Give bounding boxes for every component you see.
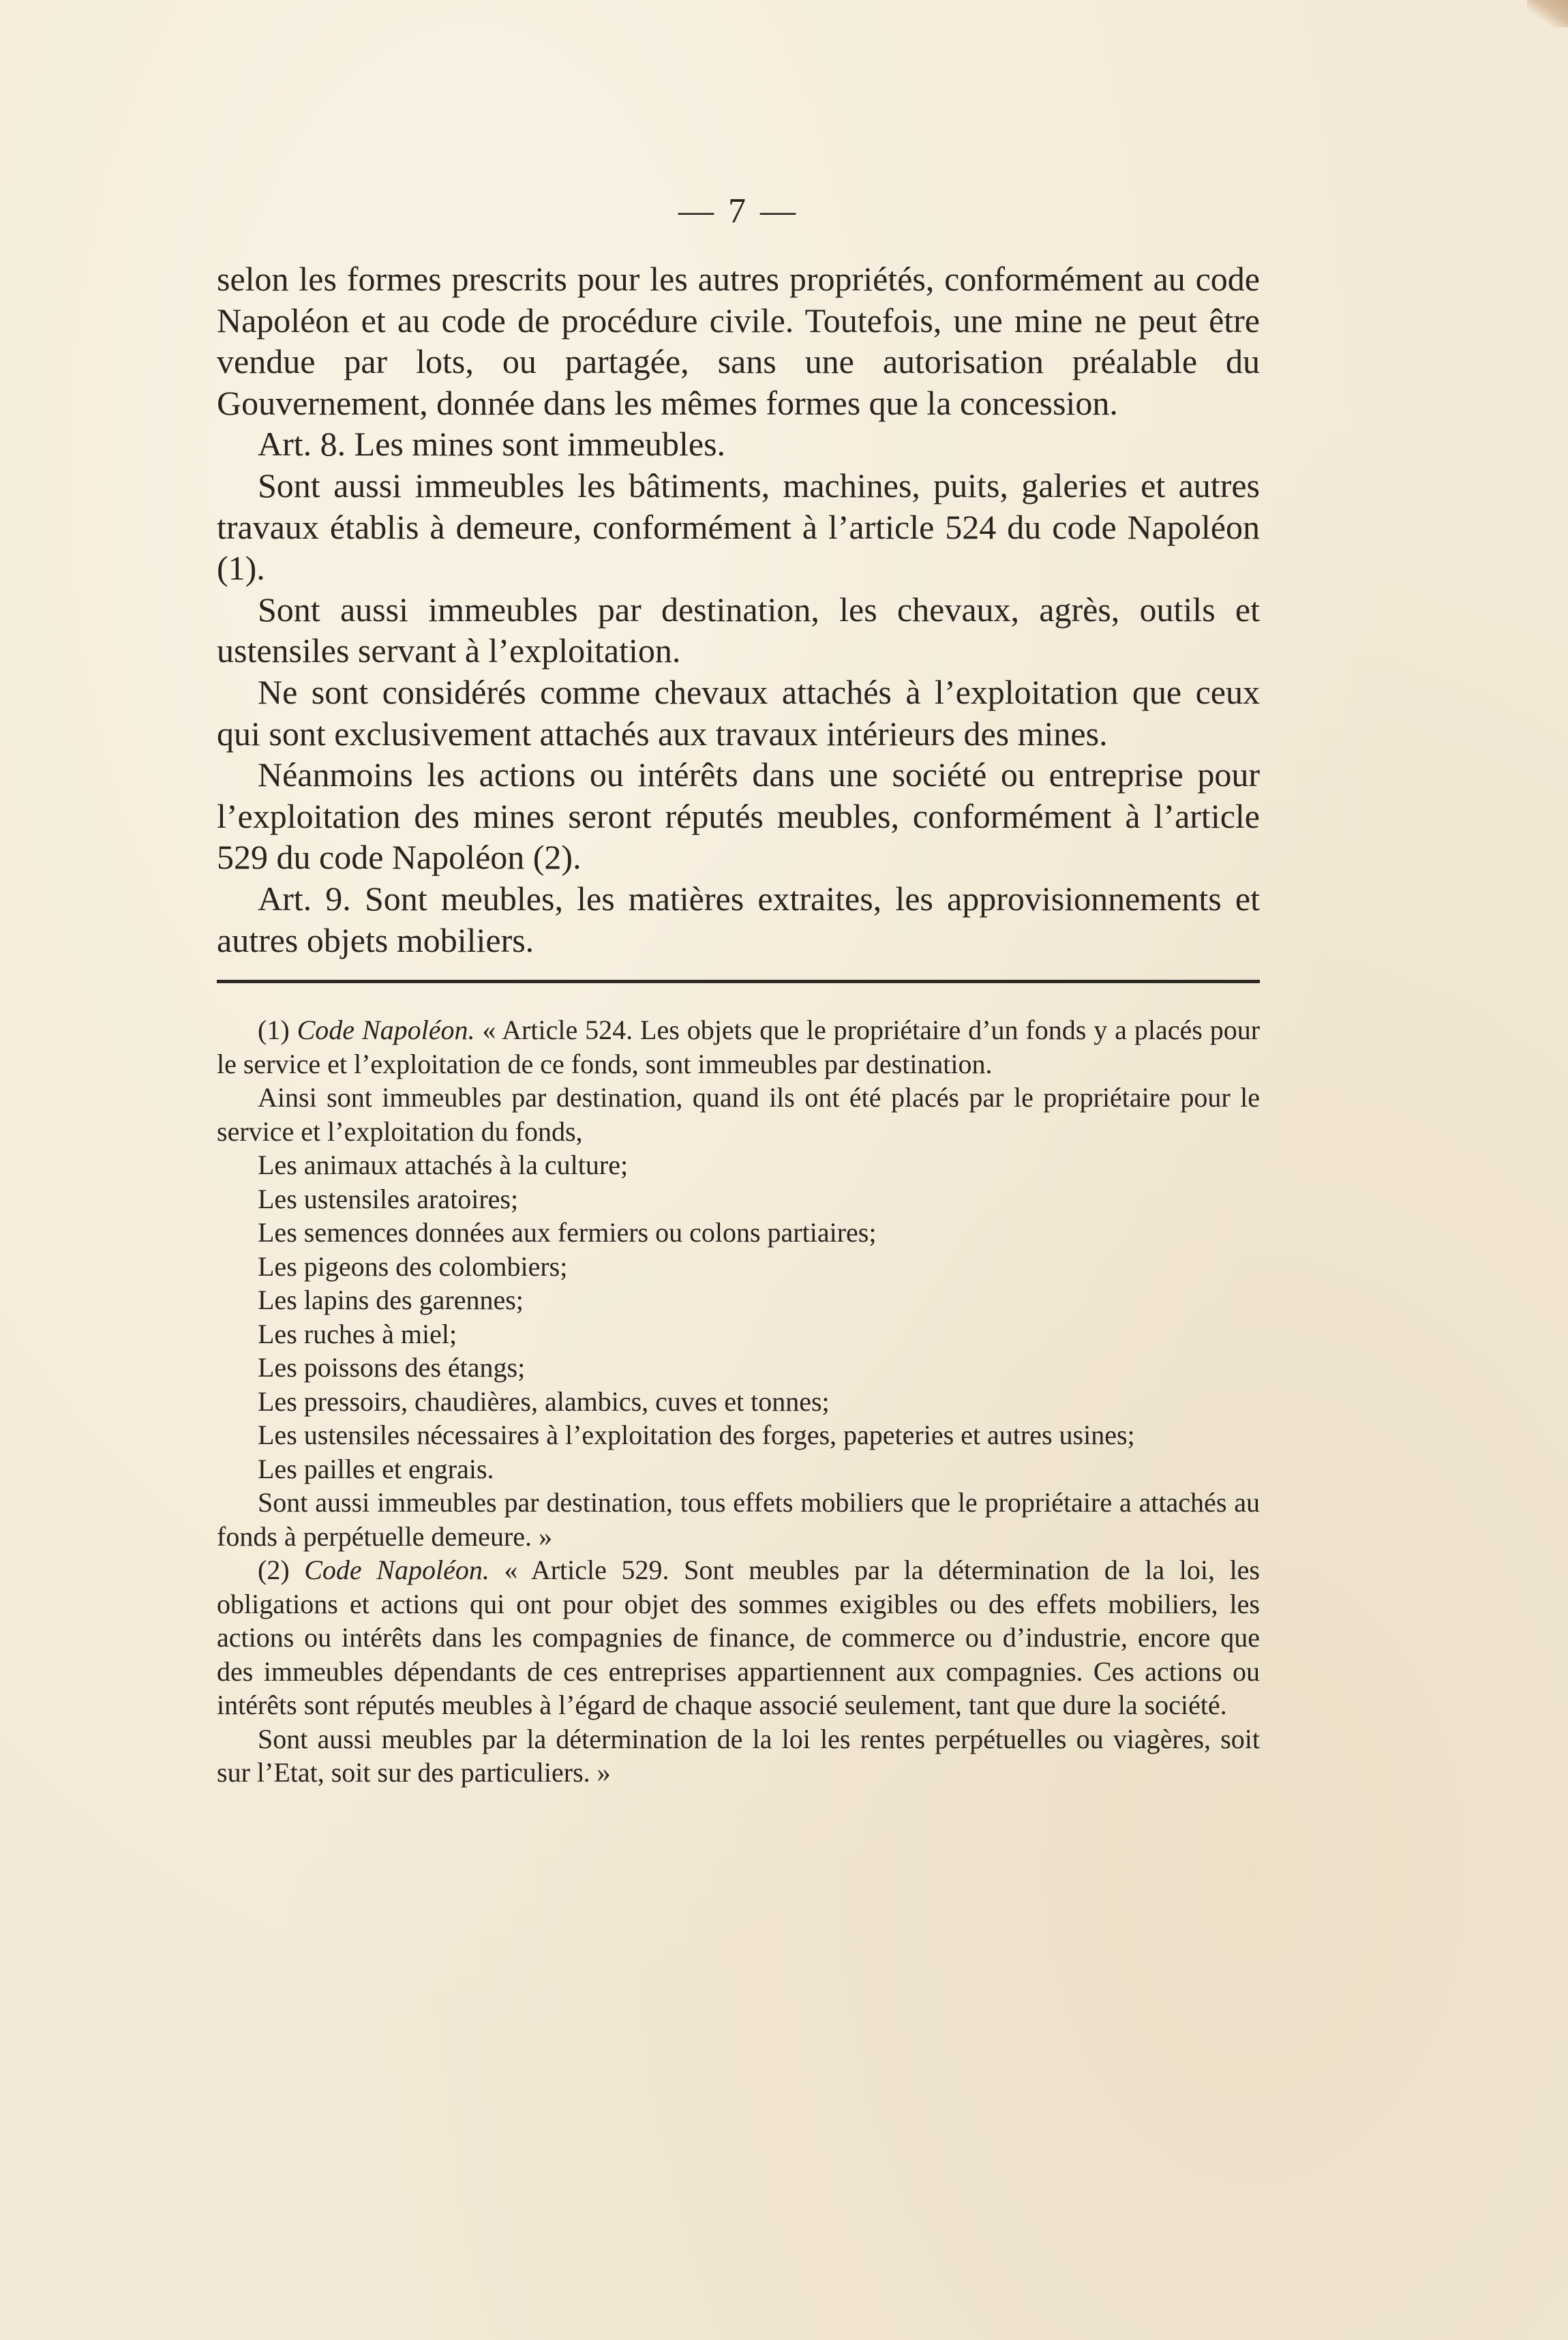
footnote-1-para2: Ainsi sont immeubles par destination, quand ils ont été placés par le propriétaire pour le service et l’exploitation du fonds, [217, 1082, 1260, 1147]
document-page [217, 170, 1260, 1790]
page-corner-fold [1527, 0, 1568, 27]
footnote-1-intro [217, 1013, 1260, 1081]
footnote-1-item: Les animaux attachés à la culture; [258, 1150, 629, 1181]
footnotes [217, 1013, 1260, 1790]
footnote-2-marker: (2) [258, 1555, 290, 1586]
page-number: — 7 — [678, 192, 798, 230]
footnote-1-item: Les pigeons des colombiers; [258, 1250, 568, 1282]
paragraph-continuation: selon les formes prescrits pour les autres propriétés, conformément au code Napoléon et au code de procédure civile. Toutefois, une mine ne peut être vendue par lots, ou partagée, sans une autorisation préalable du Gouvernement, donnée dans les mêmes formes que la concession. [217, 260, 1260, 422]
paragraph-chevaux: Ne sont considérés comme chevaux attachés à l’exploitation que ceux qui sont exclusivement attachés aux travaux intérieurs des mines. [217, 672, 1260, 753]
footnote-1-item: Les poissons des étangs; [258, 1352, 526, 1383]
footnote-1-item: Les semences données aux fermiers ou colons partiaires; [258, 1217, 877, 1248]
footnote-1-item: Les pailles et engrais. [258, 1453, 494, 1484]
footnote-2-text: « Article 529. Sont meubles par la détermination de la loi, les obligations et actions qui ont pour objet des sommes exigibles ou des effets mobiliers, les actions ou intérêts dans les compagnies de finance, de commerce ou d’industrie, encore que des immeubles dépendants de ces entreprises appartiennent aux compagnies. Ces actions ou intérêts sont réputés meubles à l’égard de chaque associé seulement, tant que dure la société. [217, 1555, 1260, 1721]
footnote-separator-rule [217, 980, 1260, 983]
footnote-1-item: Les ruches à miel; [258, 1318, 457, 1349]
paragraph-art-9: Art. 9. Sont meubles, les matières extraites, les approvisionnements et autres objets mobiliers. [217, 879, 1260, 959]
footnote-2-intro [217, 1553, 1260, 1722]
footnote-1-item: Les lapins des garennes; [258, 1285, 524, 1316]
paragraph-immeubles-destination: Sont aussi immeubles par destination, les chevaux, agrès, outils et ustensiles servant à l’exploitation. [217, 590, 1260, 670]
footnote-1-item: Les ustensiles nécessaires à l’exploitation des forges, papeteries et autres usines; [258, 1420, 1135, 1451]
footnote-1-text: « Article 524. Les objets que le propriétaire d’un fonds y a placés pour le service et l’exploitation de ce fonds, sont immeubles par destination. [217, 1015, 1261, 1079]
paragraph-immeubles-batiments: Sont aussi immeubles les bâtiments, machines, puits, galeries et autres travaux établis à demeure, conformément à l’article 524 du code Napoléon (1). [217, 466, 1260, 588]
footnote-1-closing: Sont aussi immeubles par destination, tous effets mobiliers que le propriétaire a attachés au fonds à perpétuelle demeure. » [217, 1487, 1260, 1552]
paragraph-actions-interets: Néanmoins les actions ou intérêts dans une société ou entreprise pour l’exploitation des mines seront réputés meubles, conformément à l’article 529 du code Napoléon (2). [217, 755, 1260, 877]
footnote-1-item: Les pressoirs, chaudières, alambics, cuves et tonnes; [258, 1385, 830, 1417]
paragraph-art-8: Art. 8. Les mines sont immeubles. [258, 425, 726, 464]
footnote-1-item: Les ustensiles aratoires; [258, 1183, 519, 1214]
footnote-2-source: Code Napoléon. [304, 1555, 489, 1586]
main-body-text [217, 258, 1260, 961]
footnote-1-source: Code Napoléon. [297, 1015, 475, 1046]
footnote-1-marker: (1) [258, 1015, 290, 1046]
footnote-2-closing: Sont aussi meubles par la détermination de la loi les rentes perpétuelles ou viagères, soit sur l’Etat, soit sur des particuliers. » [217, 1723, 1260, 1788]
